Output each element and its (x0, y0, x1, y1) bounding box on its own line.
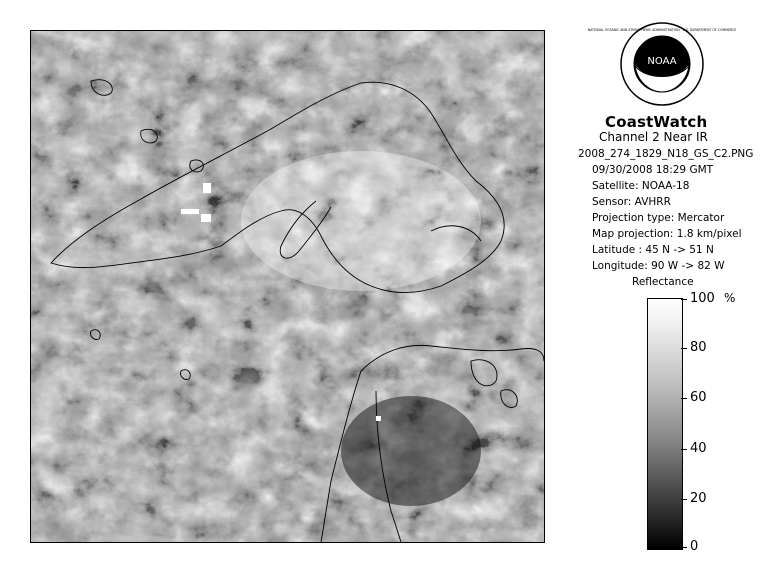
colorbar-tick (681, 299, 687, 300)
colorbar-tick-label: 60 (690, 390, 707, 405)
dark-patch (341, 396, 481, 506)
colorbar-tick-label: 40 (690, 441, 707, 456)
latitude-range: Latitude : 45 N -> 51 N (592, 244, 714, 256)
satellite-image (30, 30, 545, 543)
reflectance-colorbar (647, 298, 683, 550)
cloud-band (241, 151, 481, 291)
colorbar-tick (681, 499, 687, 500)
logo-text: NOAA (647, 56, 677, 67)
colorbar-tick-label: 20 (690, 491, 707, 506)
satellite-info: Satellite: NOAA-18 (592, 180, 690, 192)
colorbar-tick (681, 398, 687, 399)
sensor-info: Sensor: AVHRR (592, 196, 671, 208)
app-title: CoastWatch (605, 113, 708, 131)
colorbar-tick (681, 348, 687, 349)
colorbar-tick-label: 0 (690, 539, 699, 554)
colorbar-tick-label: 100 (690, 291, 715, 306)
colorbar-tick (681, 449, 687, 450)
colorbar-tick-label: 80 (690, 340, 707, 355)
colorbar-title: Reflectance (632, 276, 694, 288)
colorbar-unit: % (724, 291, 736, 305)
logo-ring-text: NATIONAL OCEANIC AND ATMOSPHERIC ADMINISTRATION · U.S. DEPARTMENT OF COMMERCE (587, 28, 737, 32)
filename: 2008_274_1829_N18_GS_C2.PNG (578, 148, 754, 160)
projection-type: Projection type: Mercator (592, 212, 725, 224)
channel-label: Channel 2 Near IR (599, 130, 708, 144)
colorbar-tick (681, 547, 687, 548)
map-projection: Map projection: 1.8 km/pixel (592, 228, 742, 240)
noaa-logo (587, 22, 737, 106)
datetime: 09/30/2008 18:29 GMT (592, 164, 714, 176)
longitude-range: Longitude: 90 W -> 82 W (592, 260, 725, 272)
